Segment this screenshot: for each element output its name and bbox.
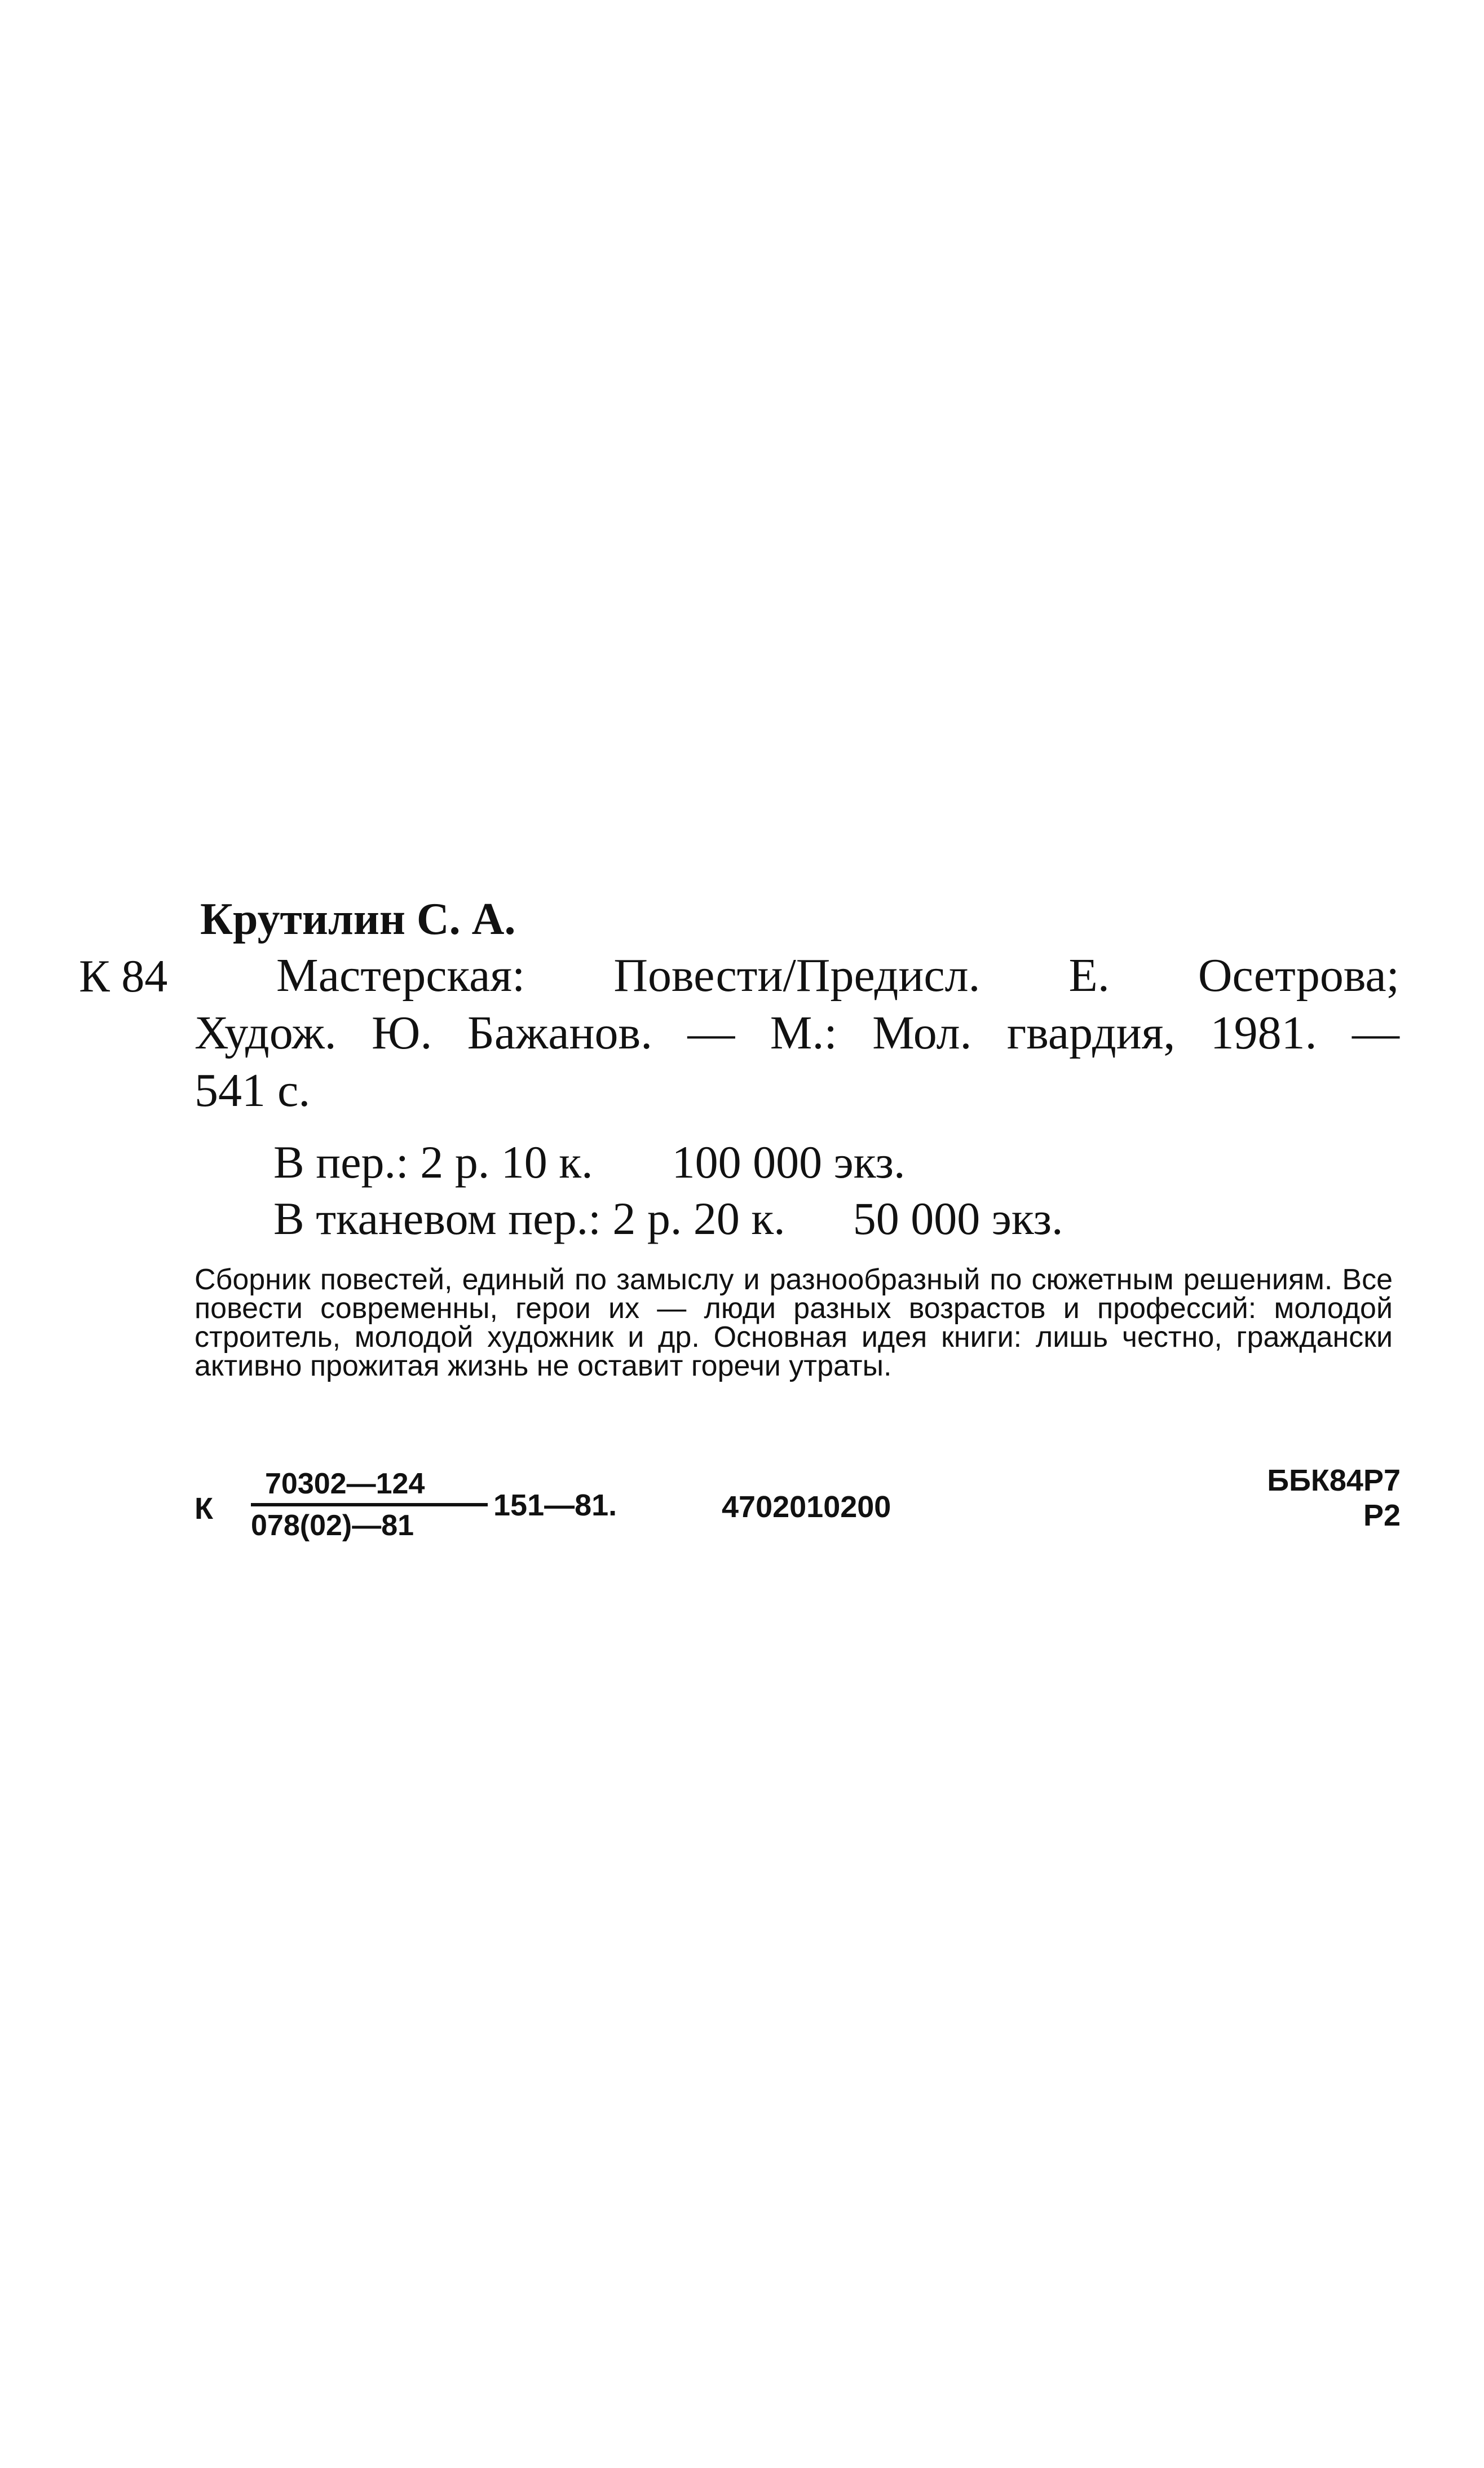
price-binding: В пер.: 2 р. 10 к. [273, 1136, 593, 1188]
print-run: 100 000 экз. [672, 1136, 906, 1188]
bbk-classification: ББК84Р7 [1267, 1464, 1401, 1497]
price-line-standard [273, 1136, 906, 1188]
index-suffix: 151—81. [493, 1488, 617, 1522]
bibliographic-line-title: Мастерская: Повести/Предисл. Е. Осетрова; [276, 949, 1399, 1002]
annotation-paragraph: Сборник повестей, единый по замыслу и разнообразный по сюжетным решениям. Все повести современны, герои их — люди разных возрастов и профессий: молодой строитель, молодой художник и др. Основная идея книги: лишь честно, граждански активно прожитая жизнь не оставит горечи утраты. [195, 1263, 1393, 1382]
index-fraction [251, 1469, 488, 1540]
price-binding: В тканевом пер.: 2 р. 20 к. [273, 1193, 785, 1244]
index-code: 4702010200 [722, 1490, 891, 1524]
bibliographic-line-publisher: Худож. Ю. Бажанов. — М.: Мол. гвардия, 1981. — [195, 1007, 1399, 1059]
index-numerator: 70302—124 [265, 1467, 425, 1500]
call-number: К 84 [79, 950, 168, 1002]
bbk-author-mark: Р2 [1363, 1499, 1401, 1532]
index-denominator: 078(02)—81 [251, 1509, 414, 1542]
fraction-bar [251, 1503, 488, 1506]
bibliographic-line-pages: 541 с. [195, 1064, 311, 1117]
price-line-cloth [273, 1193, 1063, 1244]
index-prefix: К [195, 1492, 213, 1526]
print-run: 50 000 экз. [853, 1193, 1063, 1244]
author-name: Крутилин С. А. [200, 894, 516, 944]
